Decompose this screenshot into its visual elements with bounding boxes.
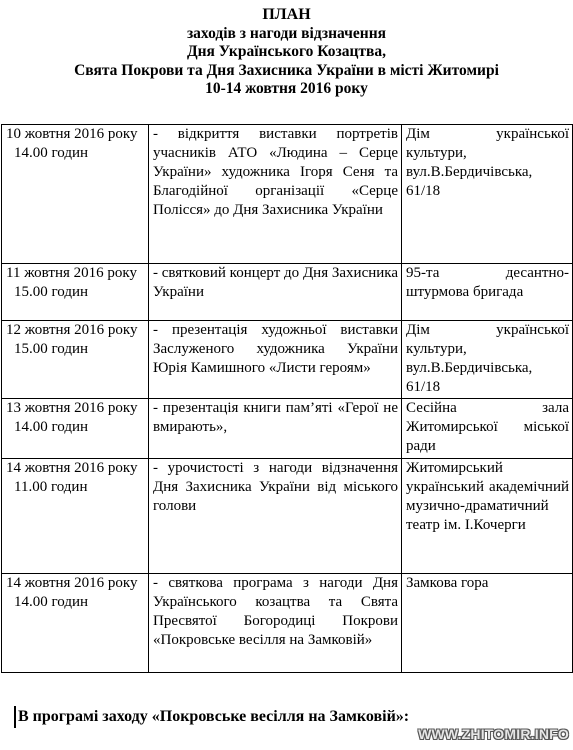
site-watermark: WWW.ZHITOMIR.INFO <box>418 726 569 742</box>
header-line-4: 10-14 жовтня 2016 року <box>205 80 368 97</box>
date-cell <box>2 574 149 673</box>
document-title: ПЛАН <box>262 6 311 23</box>
table-row <box>2 574 573 673</box>
header-line-3: Свята Покрови та Дня Захисника України в місті Житомирі <box>74 61 499 79</box>
event-time: 11.00 годин <box>14 479 88 495</box>
event-time: 14.00 годин <box>14 594 89 610</box>
date-cell <box>2 459 149 574</box>
date-cell <box>2 125 149 264</box>
header-line-2: Дня Українського Козацтва, <box>186 43 387 60</box>
date-cell <box>2 264 149 321</box>
event-time: 14.00 годин <box>14 419 89 435</box>
header-line-1: заходів з нагоди відзначення <box>186 24 387 42</box>
place-cell: Дім української культури, вул.В.Бердичівська, 61/18 <box>402 125 573 264</box>
table-row <box>2 321 573 399</box>
event-cell: - урочистості з нагоди відзначення Дня Захисника України від міського голови <box>149 459 402 574</box>
event-time: 14.00 годин <box>14 145 89 161</box>
footer-text: В програмі заходу «Покровське весілля на Замковій»: <box>18 708 410 725</box>
event-time: 15.00 годин <box>14 284 89 300</box>
place-cell: Дім української культури, вул.В.Бердичівська, 61/18 <box>402 321 573 399</box>
date-cell <box>2 321 149 399</box>
event-date: 10 жовтня 2016 року <box>6 126 138 142</box>
event-date: 14 жовтня 2016 року <box>6 575 138 591</box>
event-time: 15.00 годин <box>14 341 89 357</box>
place-cell: Житомирський український академічний музично-драматичний театр ім. І.Кочерги <box>402 459 573 574</box>
place-cell: Замкова гора <box>402 574 573 673</box>
table-row <box>2 125 573 264</box>
table-row <box>2 459 573 574</box>
text-cursor <box>14 706 16 728</box>
place-cell: 95-та десантно-штурмова бригада <box>402 264 573 321</box>
event-cell: - святкова програма з нагоди Дня Українського козацтва та Свята Пресвятої Богородиці Покрови «Покровське весілля на Замковій» <box>149 574 402 673</box>
event-date: 11 жовтня 2016 року <box>6 265 137 281</box>
event-date: 12 жовтня 2016 року <box>6 322 138 338</box>
event-cell: - презентація художньої виставки Заслуженого художника України Юрія Камишного «Листи героям» <box>149 321 402 399</box>
table-row <box>2 264 573 321</box>
event-date: 13 жовтня 2016 року <box>6 400 138 416</box>
table-row <box>2 399 573 459</box>
document-header <box>0 6 573 99</box>
event-date: 14 жовтня 2016 року <box>6 460 138 476</box>
event-cell: - святковий концерт до Дня Захисника України <box>149 264 402 321</box>
date-cell <box>2 399 149 459</box>
place-cell: Сесійна зала Житомирської міської ради <box>402 399 573 459</box>
event-cell: - презентація книги пам’яті «Герої не вмирають», <box>149 399 402 459</box>
event-cell: - відкриття виставки портретів учасників АТО «Людина – Серце України» художника Ігоря Сеня та Благодійної організації «Серце Полісся» до Дня Захисника України <box>149 125 402 264</box>
events-table <box>1 124 573 673</box>
